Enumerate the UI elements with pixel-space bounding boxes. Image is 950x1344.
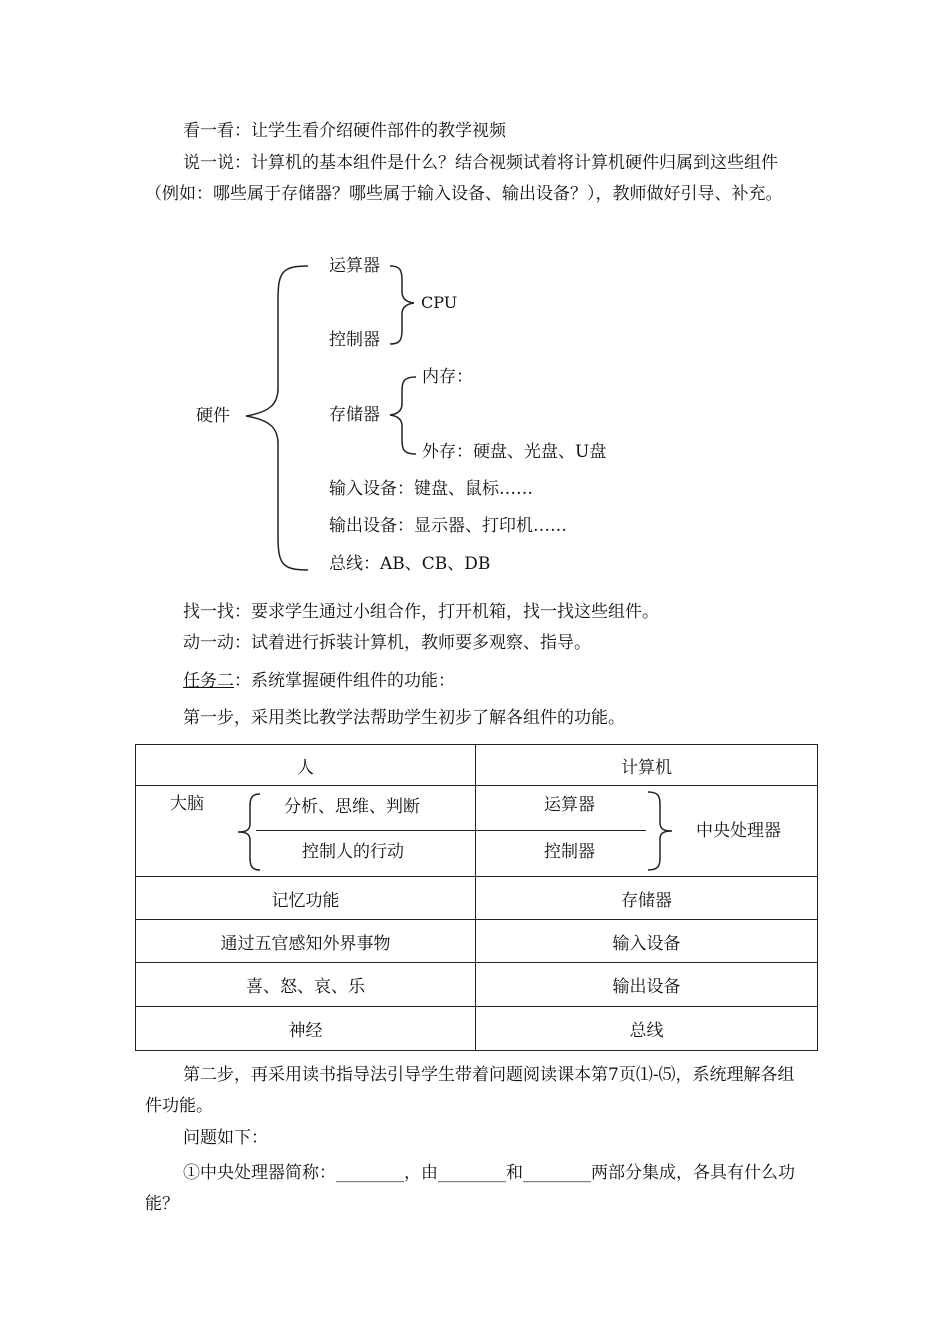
table-header-row [136,745,818,786]
paragraph-questions-intro: 问题如下： [183,1128,268,1148]
tree-item-output-devices: 输出设备：显示器、打印机…… [329,516,567,536]
header-computer: 计算机 [476,745,818,786]
cpu-group-brace [646,790,676,872]
brain-label: 大脑 [170,794,204,814]
task2-label: 任务二 [183,671,234,691]
tree-item-alu: 运算器 [329,256,380,276]
brain-brace [236,792,266,872]
header-human: 人 [136,745,476,786]
table-row [136,877,818,920]
cpu-divider [476,830,646,831]
hardware-tree-braces [0,0,950,600]
row-computer-storage: 存储器 [476,877,818,920]
cpu-brace [390,266,414,344]
brain-function-analysis: 分析、思维、判断 [284,797,420,817]
tree-item-external-storage: 外存：硬盘、光盘、U盘 [422,442,607,462]
hardware-brace [246,266,308,570]
tree-item-input-devices: 输入设备：键盘、鼠标…… [329,479,533,499]
cpu-component-alu: 运算器 [544,795,595,815]
paragraph-question-1: ①中央处理器简称：________，由________和________两部分集成，各具有什么功能？ [145,1163,795,1214]
tree-item-memory: 内存： [422,367,473,387]
table-row [136,1007,818,1051]
paragraph-do: 动一动：试着进行拆装计算机，教师要多观察、指导。 [183,633,591,653]
brain-cell [136,786,476,877]
paragraph-look: 看一看：让学生看介绍硬件部件的教学视频 [183,121,506,141]
row-human-emotions: 喜、怒、哀、乐 [136,963,476,1007]
table-row-brain [136,786,818,877]
row-human-memory: 记忆功能 [136,877,476,920]
paragraph-step2: 第二步，再采用读书指导法引导学生带着问题阅读课本第7页⑴-⑸，系统理解各组件功能。 [145,1065,795,1116]
paragraph-step1: 第一步，采用类比教学法帮助学生初步了解各组件的功能。 [183,708,625,728]
row-computer-bus: 总线 [476,1007,818,1051]
brain-divider [256,830,476,831]
storage-brace [390,377,416,454]
cpu-component-control: 控制器 [544,842,595,862]
tree-item-bus: 总线：AB、CB、DB [329,554,491,574]
table-row [136,963,818,1007]
tree-item-storage: 存储器 [329,405,380,425]
row-human-senses: 通过五官感知外界事物 [136,920,476,963]
tree-item-cpu: CPU [421,293,458,312]
row-computer-output: 输出设备 [476,963,818,1007]
paragraph-find: 找一找：要求学生通过小组合作，打开机箱，找一找这些组件。 [183,602,659,622]
table-row [136,920,818,963]
brain-function-control: 控制人的行动 [302,842,404,862]
tree-item-control-unit: 控制器 [329,330,380,350]
analogy-table [135,744,818,1051]
row-computer-input: 输入设备 [476,920,818,963]
row-human-nerves: 神经 [136,1007,476,1051]
paragraph-say: 说一说：计算机的基本组件是什么？结合视频试着将计算机硬件归属到这些组件（例如：哪些属于存储器？哪些属于输入设备、输出设备？），教师做好引导、补充。 [145,153,783,204]
tree-root-hardware: 硬件 [196,406,230,426]
task2-text: ：系统掌握硬件组件的功能： [234,671,455,691]
cpu-cell [476,786,818,877]
paragraph-task2 [145,666,810,697]
cpu-group-label: 中央处理器 [696,821,781,841]
